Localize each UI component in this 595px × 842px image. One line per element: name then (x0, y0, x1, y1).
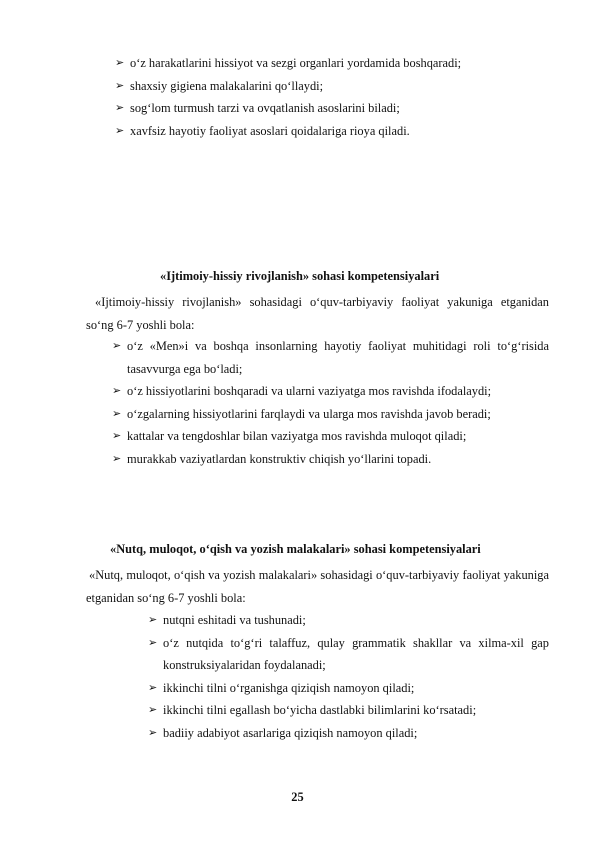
arrowhead-bullet-icon: ➢ (112, 385, 122, 398)
list-item: ➢ sog‘lom turmush tarzi va ovqatlanish asoslarini biladi; (130, 97, 550, 120)
arrowhead-bullet-icon: ➢ (115, 57, 125, 69)
arrowhead-bullet-icon: ➢ (115, 124, 125, 137)
list-item: ➢ o‘z nutqida to‘g‘ri talaffuz, qulay grammatik shakllar va xilma-xil gap konstruksiyalaridan foydalanadi; (163, 632, 549, 677)
top-bullet-list (115, 52, 550, 142)
list-item: ➢ ikkinchi tilni o‘rganishga qiziqish namoyon qiladi; (163, 677, 549, 700)
page-number: 25 (291, 790, 304, 804)
arrowhead-bullet-icon: ➢ (115, 79, 125, 92)
section-heading-speech-communication: «Nutq, muloqot, o‘qish va yozish malakalari» sohasi kompetensiyalari (110, 542, 481, 556)
arrowhead-bullet-icon: ➢ (112, 430, 122, 443)
list-item: ➢ o‘z harakatlarini hissiyot va sezgi organlari yordamida boshqaradi; (130, 52, 550, 75)
section-intro-social-emotional: «Ijtimoiy-hissiy rivojlanish» sohasidagi o‘quv-tarbiyaviy faoliyat yakuniga etganidan so‘ng 6-7 yoshli bola: (86, 295, 549, 332)
list-item: ➢ o‘zgalarning hissiyotlarini farqlaydi va ularga mos ravishda javob beradi; (127, 403, 549, 426)
list-item: ➢ shaxsiy gigiena malakalarini qo‘llaydi; (130, 75, 550, 98)
arrowhead-bullet-icon: ➢ (148, 726, 158, 739)
arrowhead-bullet-icon: ➢ (148, 614, 158, 626)
arrowhead-bullet-icon: ➢ (115, 102, 125, 115)
social-emotional-list (112, 335, 549, 471)
list-item: ➢ o‘z hissiyotlarini boshqaradi va ularni vaziyatga mos ravishda ifodalaydi; (127, 380, 549, 403)
list-item: ➢ xavfsiz hayotiy faoliyat asoslari qoidalariga rioya qiladi. (130, 120, 550, 143)
arrowhead-bullet-icon: ➢ (112, 340, 122, 352)
list-item: ➢ nutqni eshitadi va tushunadi; (163, 609, 549, 632)
arrowhead-bullet-icon: ➢ (112, 452, 122, 465)
list-item: ➢ kattalar va tengdoshlar bilan vaziyatga mos ravishda muloqot qiladi; (127, 425, 549, 448)
list-item: ➢ badiiy adabiyot asarlariga qiziqish namoyon qiladi; (163, 722, 549, 745)
arrowhead-bullet-icon: ➢ (148, 636, 158, 649)
arrowhead-bullet-icon: ➢ (148, 704, 158, 717)
list-item: ➢ murakkab vaziyatlardan konstruktiv chiqish yo‘llarini topadi. (127, 448, 549, 471)
speech-communication-list (148, 609, 549, 745)
arrowhead-bullet-icon: ➢ (148, 681, 158, 694)
section-heading-social-emotional: «Ijtimoiy-hissiy rivojlanish» sohasi kompetensiyalari (160, 269, 440, 283)
list-item: ➢ ikkinchi tilni egallash bo‘yicha dastlabki bilimlarini ko‘rsatadi; (163, 699, 549, 722)
section-intro-speech-communication: «Nutq, muloqot, o‘qish va yozish malakalari» sohasidagi o‘quv-tarbiyaviy faoliyat yakuniga etganidan so‘ng 6-7 yoshli bola: (86, 568, 549, 605)
list-item: ➢ o‘z «Men»i va boshqa insonlarning hayotiy faoliyat muhitidagi roli to‘g‘risida tasavvurga ega bo‘ladi; (127, 335, 549, 380)
arrowhead-bullet-icon: ➢ (112, 407, 122, 420)
